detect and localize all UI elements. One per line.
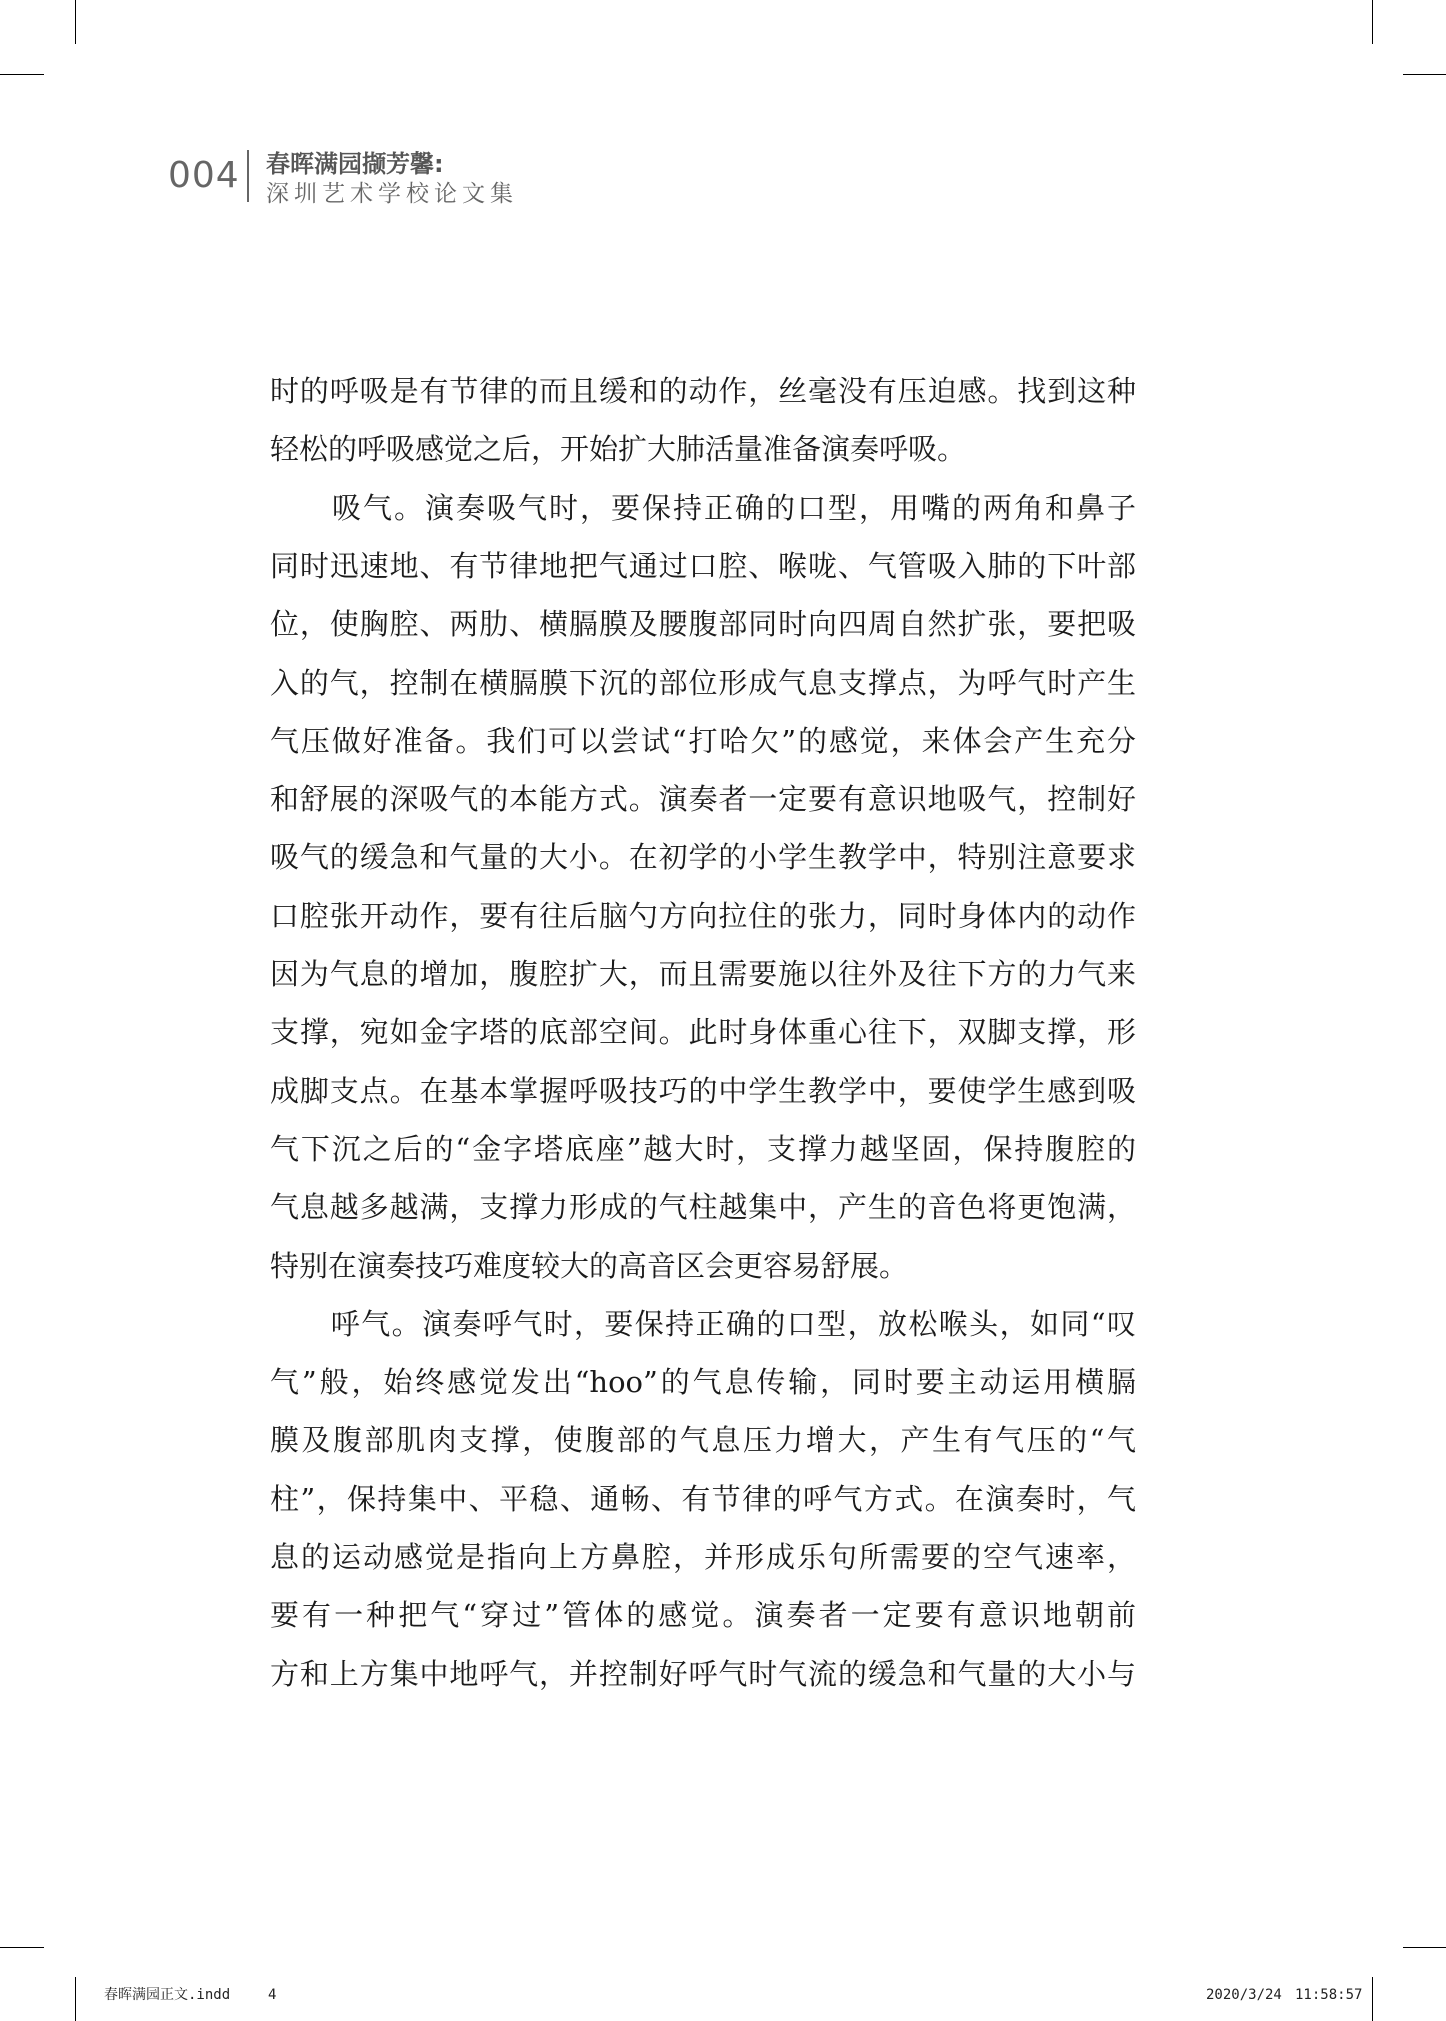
crop-mark: [1403, 1947, 1446, 1948]
slug-time: 11:58:57: [1295, 1987, 1363, 2003]
text-line: 吸气。演奏吸气时，要保持正确的口型，用嘴的两角和鼻子: [270, 490, 1136, 525]
text-line: 气息越多越满，支撑力形成的气柱越集中，产生的音色将更饱满，: [270, 1190, 1136, 1225]
crop-mark: [75, 1977, 76, 2021]
text-line: 呼气。演奏呼气时，要保持正确的口型，放松喉头，如同“叹: [270, 1306, 1136, 1341]
text-line: 息的运动感觉是指向上方鼻腔，并形成乐句所需要的空气速率，: [270, 1540, 1136, 1574]
text-line: 气压做好准备。我们可以尝试“打哈欠”的感觉，来体会产生充分: [270, 723, 1136, 758]
crop-mark: [1372, 0, 1373, 44]
text-line: 和舒展的深吸气的本能方式。演奏者一定要有意识地吸气，控制好: [270, 782, 1136, 817]
page-number: 004: [168, 155, 240, 196]
text-line: 入的气，控制在横膈膜下沉的部位形成气息支撑点，为呼气时产生: [270, 665, 1136, 700]
book-subtitle: 深圳艺术学校论文集: [266, 181, 518, 207]
text-line: 轻松的呼吸感觉之后，开始扩大肺活量准备演奏呼吸。: [270, 432, 967, 467]
text-line: 膜及腹部肌肉支撑，使腹部的气息压力增大，产生有气压的“气: [270, 1423, 1136, 1458]
crop-mark: [0, 1947, 44, 1948]
text-line: 要有一种把气“穿过”管体的感觉。演奏者一定要有意识地朝前: [270, 1598, 1136, 1633]
header-divider: [247, 150, 249, 202]
text-line: 气下沉之后的“金字塔底座”越大时，支撑力越坚固，保持腹腔的: [270, 1131, 1136, 1166]
crop-mark: [1403, 74, 1446, 75]
crop-mark: [75, 0, 76, 44]
text-line: 位，使胸腔、两肋、横膈膜及腰腹部同时向四周自然扩张，要把吸: [270, 607, 1136, 642]
book-title: 春晖满园撷芳馨:: [266, 150, 444, 178]
text-line: 气”般，始终感觉发出“hoo”的气息传输，同时要主动运用横膈: [270, 1365, 1136, 1400]
text-line: 时的呼吸是有节律的而且缓和的动作，丝毫没有压迫感。找到这种: [270, 374, 1136, 408]
text-line: 因为气息的增加，腹腔扩大，而且需要施以往外及往下方的力气来: [270, 957, 1136, 991]
text-line: 柱”，保持集中、平稳、通畅、有节律的呼气方式。在演奏时，气: [270, 1481, 1136, 1516]
text-line: 同时迅速地、有节律地把气通过口腔、喉咙、气管吸入肺的下叶部: [270, 548, 1136, 583]
text-line: 吸气的缓急和气量的大小。在初学的小学生教学中，特别注意要求: [270, 840, 1136, 875]
crop-mark: [1372, 1977, 1373, 2021]
crop-mark: [0, 74, 44, 75]
text-line: 特别在演奏技巧难度较大的高音区会更容易舒展。: [270, 1248, 909, 1283]
text-line: 支撑，宛如金字塔的底部空间。此时身体重心往下，双脚支撑，形: [270, 1015, 1136, 1050]
slug-file-name: 春晖满园正文.indd: [104, 1987, 231, 2003]
slug-page: 4: [268, 1987, 277, 2003]
text-line: 成脚支点。在基本掌握呼吸技巧的中学生教学中，要使学生感到吸: [270, 1073, 1136, 1108]
slug-date: 2020/3/24: [1206, 1987, 1282, 2003]
text-line: 口腔张开动作，要有往后脑勺方向拉住的张力，同时身体内的动作: [270, 898, 1136, 933]
text-line: 方和上方集中地呼气，并控制好呼气时气流的缓急和气量的大小与: [270, 1656, 1136, 1691]
